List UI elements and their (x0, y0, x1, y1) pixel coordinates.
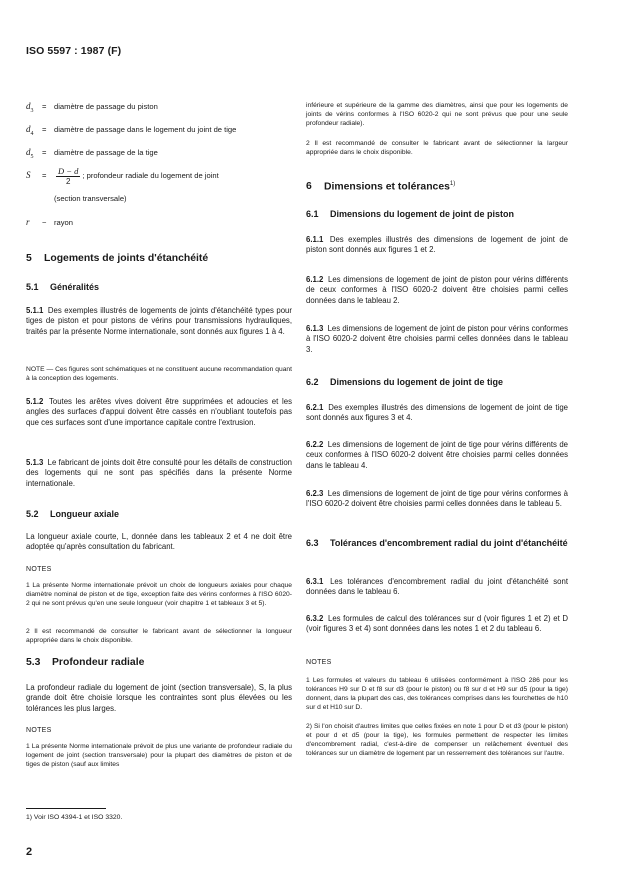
para-6-3-1: 6.3.1 Les tolérances d'encombrement radial du joint d'étanchéité sont données dans le tableau 6. (306, 577, 568, 597)
para-5-3: La profondeur radiale du logement de joint (section transversale), S, la plus grande doit être choisie lorsque les contraintes sont plus élevées ou les tolérances les plus larges. (26, 683, 292, 713)
para-5-1-2: 5.1.2 Toutes les arêtes vives doivent être supprimées et adoucies et les angles des surfaces d'appui doivent être cassés en n'oubliant toutefois pas que ces surfaces sont d'une importance capitale contre l'extrusion. (26, 397, 292, 427)
section-5-3-heading: 5.3 Profondeur radiale (26, 657, 145, 668)
section-6-heading: 6 Dimensions et tolérances$^{1)}$ (306, 181, 456, 193)
section-5-heading: 5 Logements de joints d'étanchéité (26, 253, 209, 264)
note-5-3-1-continued: inférieure et supérieure de la gamme des diamètres, ainsi que pour les logements de joints de vérins conformes à l'ISO 6020-2 qui ne sont prévus que pour une seule profondeur radiale). (306, 102, 568, 127)
note-6-3-2: 2) Si l'on choisit d'autres limites que celles fixées en note 1 pour D et d3 (pour le piston) et pour d et d5 (pour la tige), les formules permettent de respecter les limites d'encombrement radial, c'est-à-dire de compenser un relâchement éventuel des tolérances sur un diamètre de logement par un resserrement des tolérances sur l'autre. (306, 723, 568, 757)
section-5-1-heading: 5.1 Généralités (26, 282, 100, 292)
section-6-2-heading: 6.2 Dimensions du logement de joint de tige (306, 377, 504, 387)
para-6-1-3: 6.1.3 Les dimensions de logement de joint de piston pour vérins conformes à l'ISO 6020-2 doivent être choisies parmi celles données dans le tableau 3. (306, 324, 568, 354)
note-5-2-2: 2 Il est recommandé de consulter le fabricant avant de sélectionner la longueur appropriée dans le choix disponible. (26, 628, 292, 644)
document-header: ISO 5597 : 1987 (F) (26, 45, 122, 57)
def-d3: $d_3$ = diamètre de passage du piston (26, 101, 158, 114)
def-S-note: (section transversale) (54, 194, 127, 203)
note-5-1: NOTE — Ces figures sont schématiques et ne constituent aucune recommandation quant à la conception des logements. (26, 366, 292, 382)
note-5-3-2: 2 Il est recommandé de consulter le fabricant avant de sélectionner la largeur appropriée dans le choix disponible. (306, 140, 568, 156)
para-5-1-3: 5.1.3 Le fabricant de joints doit être consulté pour les détails de construction des logements qui ne sont pas spécifiés dans la présente Norme internationale. (26, 458, 292, 488)
para-6-1-2: 6.1.2 Les dimensions de logement de joint de piston pour vérins différents de ceux conformes à l'ISO 6020-2 doivent être choisies parmi celles données dans le tableau 2. (306, 275, 568, 305)
para-6-1-1: 6.1.1 Des exemples illustrés des dimensions de logement de joint de piston sont donnés aux figures 1 et 2. (306, 235, 568, 255)
notes-5-2-heading: NOTES (26, 566, 52, 573)
para-6-2-2: 6.2.2 Les dimensions de logement de joint de tige pour vérins différents de ceux conformes à l'ISO 6020-2 doivent être choisies parmi celles données dans le tableau 4. (306, 440, 568, 470)
def-d4: $d_4$ = diamètre de passage dans le logement du joint de tige (26, 124, 237, 137)
para-6-3-2: 6.3.2 Les formules de calcul des tolérances sur d (voir figures 1 et 2) et D (voir figures 3 et 4) sont données dans les notes 1 et 2 du tableau 6. (306, 614, 568, 634)
note-5-3-1: 1 La présente Norme internationale prévoit de plus une variante de profondeur radiale du logement de joint (section transversale) pour la plupart des diamètres de piston et de tiges de piston (sauf aux limites (26, 743, 292, 768)
notes-5-3-heading: NOTES (26, 727, 52, 734)
section-6-3-heading: 6.3 Tolérances d'encombrement radial du joint d'étanchéité (306, 538, 568, 548)
section-5-2-heading: 5.2 Longueur axiale (26, 509, 120, 519)
notes-6-3-heading: NOTES (306, 659, 332, 666)
note-6-3-1: 1 Les formules et valeurs du tableau 6 utilisées conformément à l'ISO 286 pour les tolérances H9 sur D et f8 sur d3 (pour le piston) ou f8 sur d et H9 sur d5 (pour la tige) donnent, dans la plupart des cas, des tolérances comprises dans les fourchettes de h10 sur d et H10 sur D. (306, 677, 568, 711)
footnote-rule (26, 808, 106, 809)
para-6-2-1: 6.2.1 Des exemples illustrés des dimensions de logement de joint de tige sont donnés aux figures 3 et 4. (306, 403, 568, 423)
def-S: S = $\frac{D - d}{2}$ ; profondeur radiale du logement de joint (26, 166, 219, 186)
def-d5: $d_5$ = diamètre de passage de la tige (26, 147, 158, 160)
para-5-1-1: 5.1.1 Des exemples illustrés de logements de joints d'étanchéité types pour tiges de piston et pour pistons de vérins pour transmissions hydrauliques, traités par la présente Norme internationale, sont donnés aux figures 1 à 4. (26, 306, 292, 336)
para-5-2: La longueur axiale courte, L, donnée dans les tableaux 2 et 4 ne doit être adoptée qu'après consultation du fabricant. (26, 532, 292, 552)
note-5-2-1: 1 La présente Norme internationale prévoit un choix de longueurs axiales pour chaque diamètre nominal de piston et de tige, exception faite des vérins conformes à l'ISO 6020-2 qui ne sont prévus qu'en une seule longueur (voir chapitre 1 et tableaux 3 et 5). (26, 582, 292, 607)
footnote: 1) Voir ISO 4394-1 et ISO 3320. (26, 814, 123, 821)
para-6-2-3: 6.2.3 Les dimensions de logement de joint de tige pour vérins conformes à l'ISO 6020-2 doivent être choisies parmi celles données dans le tableau 5. (306, 489, 568, 509)
section-6-1-heading: 6.1 Dimensions du logement de joint de piston (306, 209, 515, 219)
fraction: $\frac{D - d}{2}$ (58, 166, 79, 186)
page-number: 2 (26, 846, 33, 858)
def-r: r − rayon (26, 217, 73, 227)
